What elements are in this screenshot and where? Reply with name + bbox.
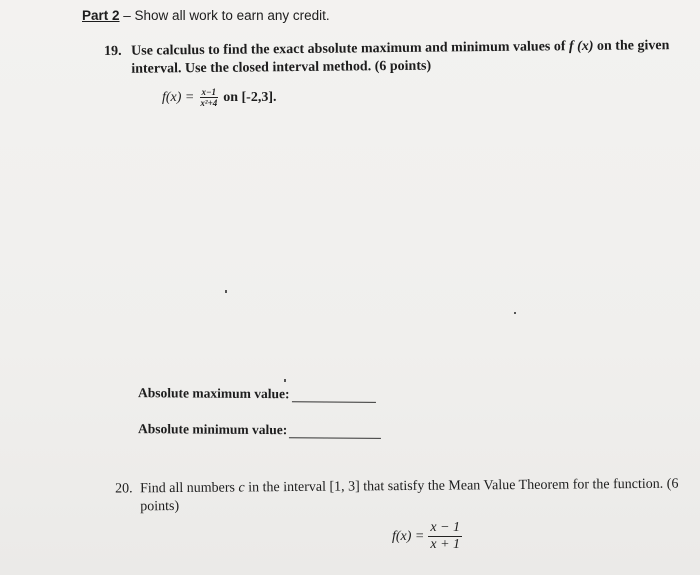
formula-lhs: f(x) = xyxy=(392,528,425,544)
fraction xyxy=(198,87,219,108)
pencil-mark xyxy=(284,379,286,382)
fraction xyxy=(428,520,462,553)
question-19 xyxy=(104,37,684,77)
question-text-part: Find all numbers xyxy=(140,480,239,497)
question-number: 19. xyxy=(104,43,122,60)
fraction-denominator: x + 1 xyxy=(430,537,461,552)
fraction-numerator: x−1 xyxy=(201,87,217,97)
function-formula-20 xyxy=(392,520,466,553)
fraction-denominator: x²+4 xyxy=(200,98,218,108)
absolute-max-answer xyxy=(138,385,376,403)
question-text xyxy=(131,37,681,79)
question-20 xyxy=(115,475,695,515)
variable-c: c xyxy=(238,480,245,496)
question-text-part: in the interval [1, 3] that satisfy the Mean Value Theorem for the function. (6 points) xyxy=(140,476,679,515)
question-number: 20. xyxy=(115,481,133,497)
answer-label: Absolute maximum value: xyxy=(137,385,290,402)
answer-label: Absolute minimum value: xyxy=(137,421,288,438)
formula-lhs: f(x) = xyxy=(162,89,195,105)
fraction-numerator: x − 1 xyxy=(430,520,461,535)
question-text-part: on the given interval. Use the closed interval method. (6 points) xyxy=(131,38,670,77)
function-formula-19 xyxy=(162,87,276,108)
absolute-min-answer xyxy=(138,421,381,439)
answer-blank[interactable] xyxy=(291,387,375,403)
question-text xyxy=(140,475,695,516)
part-label: Part 2 xyxy=(82,8,120,23)
pencil-mark xyxy=(514,312,516,314)
interval-text: on [-2,3]. xyxy=(223,89,277,105)
pencil-mark xyxy=(225,290,227,293)
instructions: – Show all work to earn any credit. xyxy=(119,8,330,23)
section-header xyxy=(82,8,330,23)
function-notation: f (x) xyxy=(568,38,594,55)
question-text-part: Use calculus to find the exact absolute maximum and minimum values of xyxy=(131,39,570,59)
answer-blank[interactable] xyxy=(289,423,381,439)
